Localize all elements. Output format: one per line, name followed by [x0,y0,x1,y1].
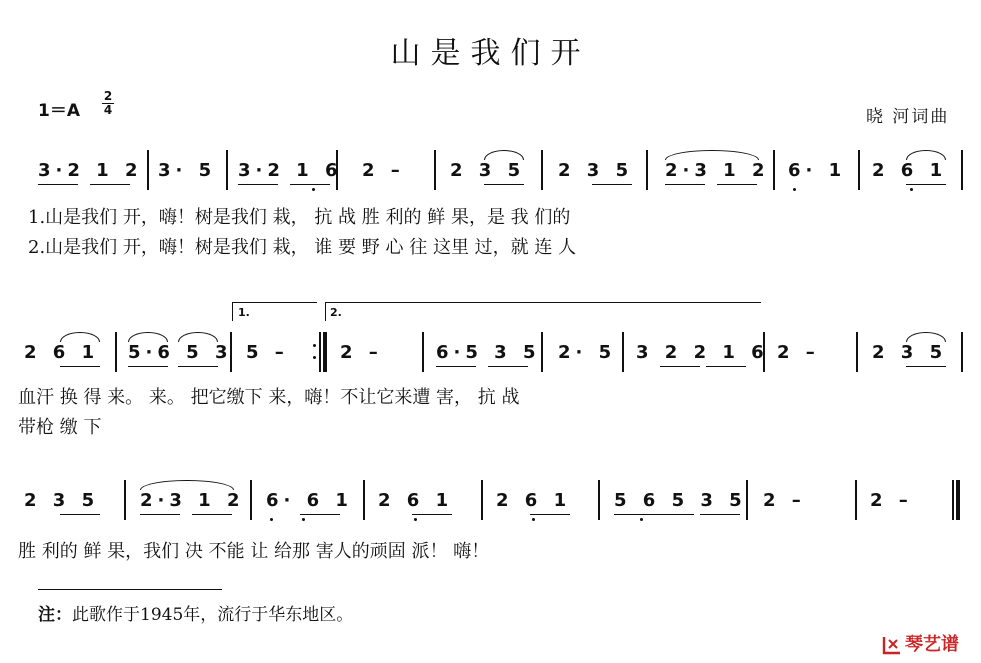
volta-2-label: 2. [330,306,342,319]
watermark [881,630,959,656]
composer-credit: 晓 河词曲 [866,107,950,127]
measure: 3·2 1 2 [38,160,143,181]
measure: 2 3 5 [558,160,634,181]
measure: 2 – [763,490,806,511]
measure: 6·5 3 5 [436,342,541,363]
watermark-text: 琴艺谱 [905,634,959,655]
measure: 2· 5 [558,342,617,363]
footnote [38,600,353,625]
qinyipu-logo-icon [881,634,903,656]
footnote-label: 注： [38,605,72,625]
lyric-verse-1: 1.山是我们 开，嗨！树是我们 栽， 抗 战 胜 利的 鲜 果，是 我 们的 [28,207,571,228]
measure: 2 6 1 [496,490,572,511]
measure: 5 6 5 3 5 [614,490,747,511]
measure: 2 6 1 [872,160,948,181]
measure: 2 – [362,160,405,181]
measure: 3 2 2 1 6 [636,342,769,363]
lyric-verse-1: 血汗 换 得 来。 来。 把它缴下 来，嗨！不让它来遭 害， 抗 战 [18,387,520,408]
measure: 5 – [246,342,289,363]
lyric-verse-2: 带枪 缴 下 [18,417,102,438]
song-title: 山是我们开 [390,36,591,71]
measure: 2 6 1 [24,342,100,363]
measure: 2 3 5 [24,490,100,511]
measure: 2 – [870,490,913,511]
measure: 2 3 5 [872,342,948,363]
lyric-verse-2: 2.山是我们 开，嗨！树是我们 栽， 谁 要 野 心 往 这里 过，就 连 人 [28,237,577,258]
time-signature-top: 2 [103,89,113,103]
measure: 2 – [340,342,383,363]
measure: 5·6 5 3 [128,342,233,363]
volta-1-label: 1. [238,306,250,319]
measure: 3· 5 [158,160,217,181]
footnote-text: 此歌作于1945年，流行于华东地区。 [72,605,354,625]
measure: 2 6 1 [378,490,454,511]
measure: 6· 1 [788,160,847,181]
time-signature-bottom: 4 [103,103,113,117]
footnote-rule [38,589,222,590]
measure: 2·3 1 2 [140,490,245,511]
measure: 2 3 5 [450,160,526,181]
lyric-verse-1: 胜 利的 鲜 果，我们 决 不能 让 给那 害人的顽固 派！ 嗨！ [18,541,490,562]
measure: 2 – [777,342,820,363]
key-signature: 1＝A [38,101,80,121]
time-signature [102,91,114,116]
measure: 2·3 1 2 [665,160,770,181]
measure: 3·2 1 6 [238,160,343,181]
measure: 6· 6 1 [266,490,353,511]
